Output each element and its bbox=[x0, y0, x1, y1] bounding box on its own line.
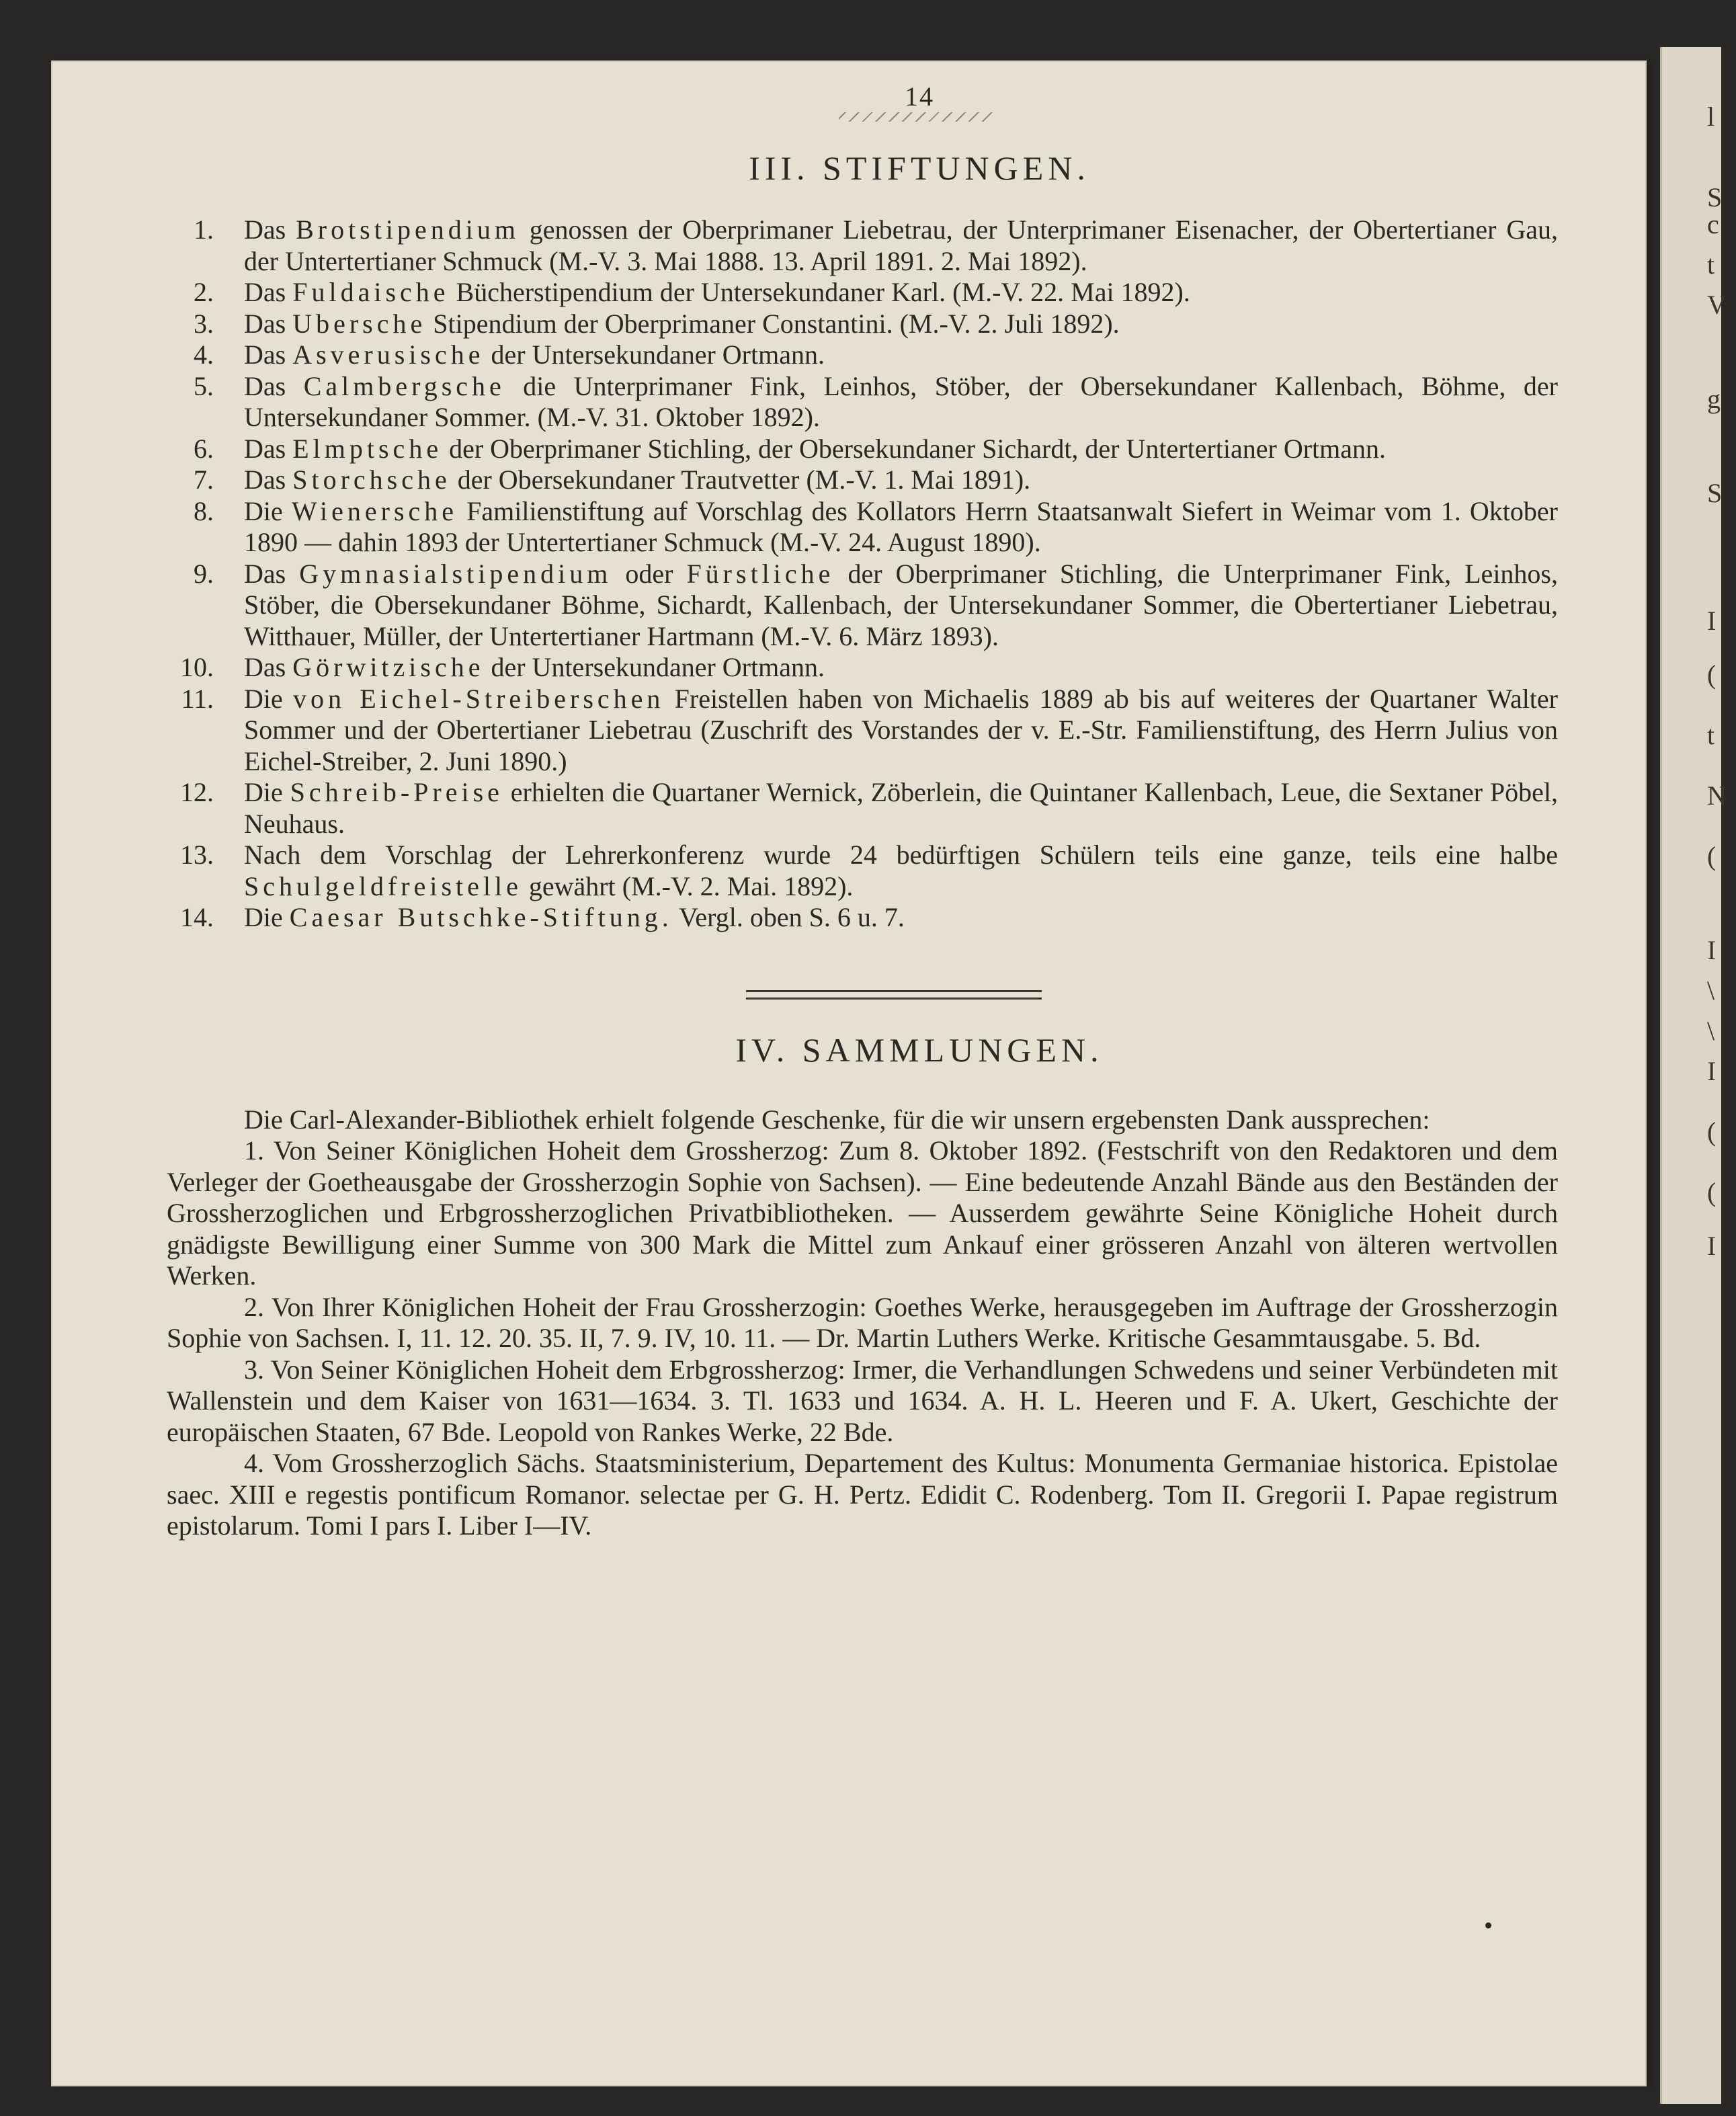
item-number: 8. bbox=[194, 495, 214, 526]
stiftungen-list bbox=[167, 214, 1558, 934]
item-text: der Untersekundaner Ortmann. bbox=[484, 339, 825, 370]
item-text: Das bbox=[244, 558, 300, 589]
item-spaced-name: Görwitzische bbox=[292, 652, 485, 682]
item-text: genossen der Oberprimaner Liebetrau, der Unterprimaner Eisenacher, der Obertertianer Gau, der Untertertianer Schmuck (M.-V. 3. Mai 1888. 13. April 1891. 2. Mai 1892). bbox=[244, 214, 1558, 276]
item-text: Das bbox=[244, 652, 293, 682]
edge-glyph: g bbox=[1707, 384, 1721, 414]
edge-glyph: I bbox=[1707, 935, 1717, 965]
donation-entry: 1. Von Seiner Königlichen Hoheit dem Grossherzog: Zum 8. Oktober 1892. (Festschrift von den Redaktoren und dem Verleger der Goetheausgabe der Grossherzogin Sophie von Sachsen). — Eine bedeutende Anzahl Bände aus den Beständen der Grossherzoglichen und Erbgrossherzoglichen Privatbibliotheken. — Ausserdem gewährte Seine Königliche Hoheit durch gnädigste Bewilligung einer Summe von 300 Mark die Mittel zum Ankauf einer grösseren Anzahl von älteren wertvollen Werken. bbox=[167, 1135, 1558, 1291]
donation-entry: 2. Von Ihrer Königlichen Hoheit der Frau Grossherzogin: Goethes Werke, herausgegeben im Auftrage der Grossherzogin Sophie von Sachsen. I, 11. 12. 20. 35. II, 7. 9. IV, 10. 11. — Dr. Martin Luthers Werke. Kritische Gesammtausgabe. 5. Bd. bbox=[167, 1291, 1558, 1353]
edge-glyph: I bbox=[1707, 1056, 1717, 1086]
item-spaced-name: Fürstliche bbox=[686, 558, 835, 589]
item-text: gewährt (M.-V. 2. Mai. 1892). bbox=[522, 870, 854, 901]
edge-glyph: ( bbox=[1707, 659, 1717, 690]
list-item bbox=[167, 840, 1558, 902]
edge-glyph: t bbox=[1707, 720, 1715, 750]
item-text: Bücherstipendium der Untersekundaner Karl. (M.-V. 22. Mai 1892). bbox=[449, 277, 1190, 307]
sammlungen-entries bbox=[167, 1135, 1558, 1542]
edge-glyph: I bbox=[1707, 1231, 1717, 1261]
list-item bbox=[167, 277, 1558, 309]
section-divider bbox=[746, 990, 1042, 1000]
list-item bbox=[167, 496, 1558, 559]
edge-glyph: N bbox=[1707, 780, 1727, 811]
edge-glyph: ( bbox=[1707, 1177, 1717, 1207]
page-number: 14 bbox=[905, 81, 934, 112]
list-item bbox=[167, 214, 1558, 277]
item-text: Das bbox=[244, 308, 293, 339]
page-content bbox=[167, 81, 1558, 1542]
item-number: 3. bbox=[194, 308, 214, 339]
item-text: erhielten die Quartaner Wernick, Zöberlein, die Quintaner Kallenbach, Leue, die Sextaner Pöbel, Neuhaus. bbox=[244, 777, 1558, 839]
item-number: 12. bbox=[180, 777, 214, 807]
edge-glyph: t bbox=[1707, 249, 1715, 280]
item-text: Die bbox=[244, 777, 290, 807]
section-title-sammlungen: IV. SAMMLUNGEN. bbox=[735, 1030, 1104, 1069]
item-text: die Unterprimaner Fink, Leinhos, Stöber, der Obersekundaner Kallenbach, Böhme, der Untersekundaner Sommer. (M.-V. 31. Oktober 1892). bbox=[244, 370, 1558, 432]
edge-glyph: \ bbox=[1707, 1016, 1715, 1046]
item-number: 5. bbox=[194, 370, 214, 401]
item-text: Das bbox=[244, 339, 293, 370]
item-text: Die bbox=[244, 495, 292, 526]
edge-glyph: \ bbox=[1707, 975, 1715, 1006]
item-text: der Oberprimaner Stichling, die Unterprimaner Fink, Leinhos, Stöber, die Obersekundaner Böhme, Sichardt, Kallenbach, der Untersekundaner Sommer, die Obertertianer Liebetrau, Witthauer, Müller, der Untertertianer Hartmann (M.-V. 6. März 1893). bbox=[244, 558, 1558, 651]
item-text: Vergl. oben S. 6 u. 7. bbox=[672, 902, 905, 932]
list-item bbox=[167, 339, 1558, 371]
edge-glyph: c bbox=[1707, 209, 1719, 239]
item-text: Nach dem Vorschlag der Lehrerkonferenz wurde 24 bedürftigen Schülern teils eine ganze, teils eine halbe bbox=[244, 840, 1558, 870]
item-text: Das bbox=[244, 214, 296, 245]
list-item bbox=[167, 464, 1558, 496]
edge-glyph: ( bbox=[1707, 841, 1717, 871]
item-text: Das bbox=[244, 433, 293, 464]
item-number: 11. bbox=[181, 683, 214, 714]
item-text: Familienstiftung auf Vorschlag des Kollators Herrn Staatsanwalt Siefert in Weimar vom 1. Oktober 1890 — dahin 1893 der Untertertianer Schmuck (M.-V. 24. August 1890). bbox=[244, 495, 1558, 557]
item-spaced-name: Asverusische bbox=[292, 339, 485, 370]
edge-glyph: l bbox=[1707, 101, 1715, 132]
item-number: 13. bbox=[180, 840, 214, 870]
edge-glyph: ( bbox=[1707, 1116, 1717, 1147]
item-text: der Untersekundaner Ortmann. bbox=[484, 652, 825, 682]
edge-glyph: S bbox=[1707, 478, 1723, 508]
item-text: Die bbox=[244, 902, 290, 932]
donation-entry: 4. Vom Grossherzoglich Sächs. Staatsministerium, Departement des Kultus: Monumenta Germaniae historica. Epistolae saec. XIII e regestis pontificum Romanor. selectae per G. H. Pertz. Edidit C. Rodenberg. Tom II. Gregorii I. Papae registrum epistolarum. Tomi I pars I. Liber I—IV. bbox=[167, 1448, 1558, 1541]
item-number: 2. bbox=[194, 277, 214, 307]
item-spaced-name: Gymnasialstipendium bbox=[299, 558, 612, 589]
list-item bbox=[167, 559, 1558, 653]
item-text: der Oberprimaner Stichling, der Obersekundaner Sichardt, der Untertertianer Ortmann. bbox=[442, 433, 1387, 464]
edge-glyph: V bbox=[1707, 290, 1727, 320]
item-text: Das bbox=[244, 464, 293, 495]
item-number: 10. bbox=[180, 652, 214, 682]
list-item bbox=[167, 434, 1558, 465]
item-number: 6. bbox=[194, 433, 214, 464]
list-item bbox=[167, 684, 1558, 778]
item-text: Das bbox=[244, 277, 293, 307]
item-spaced-name: Wienersche bbox=[291, 495, 458, 526]
item-text: der Obersekundaner Trautvetter (M.-V. 1. Mai 1891). bbox=[450, 464, 1031, 495]
donation-entry: 3. Von Seiner Königlichen Hoheit dem Erbgrossherzog: Irmer, die Verhandlungen Schwedens und seiner Verbündeten mit Wallenstein und dem Kaiser von 1631—1634. 3. Tl. 1633 und 1634. A. H. L. Heeren und F. A. Ukert, Geschichte der europäischen Staaten, 67 Bde. Leopold von Rankes Werke, 22 Bde. bbox=[167, 1354, 1558, 1447]
item-text: Die bbox=[244, 683, 293, 714]
list-item bbox=[167, 309, 1558, 340]
edge-glyph: I bbox=[1707, 606, 1717, 636]
item-spaced-name: von Eichel-Streiberschen bbox=[293, 683, 665, 714]
item-number: 9. bbox=[194, 558, 214, 589]
item-text: oder bbox=[612, 558, 687, 589]
item-spaced-name: Schulgeldfreistelle bbox=[244, 870, 522, 901]
item-spaced-name: Schreib-Preise bbox=[290, 777, 503, 807]
stray-dot bbox=[1485, 1922, 1491, 1928]
item-spaced-name: Elmptsche bbox=[292, 433, 443, 464]
item-number: 4. bbox=[194, 339, 214, 370]
sammlungen-intro: Die Carl-Alexander-Bibliothek erhielt folgende Geschenke, für die wir unsern ergebensten Dank aussprechen: bbox=[244, 1104, 1430, 1135]
item-spaced-name: Caesar Butschke-Stiftung. bbox=[289, 902, 673, 932]
edge-glyph: S bbox=[1707, 182, 1723, 212]
list-item bbox=[167, 902, 1558, 934]
item-number: 14. bbox=[180, 902, 214, 932]
list-item bbox=[167, 371, 1558, 434]
item-spaced-name: Storchsche bbox=[292, 464, 451, 495]
item-number: 1. bbox=[194, 214, 214, 245]
section-title-stiftungen: III. STIFTUNGEN. bbox=[749, 149, 1090, 187]
page-number-ornament bbox=[839, 112, 993, 122]
list-item bbox=[167, 777, 1558, 840]
item-spaced-name: Brotstipendium bbox=[296, 214, 520, 245]
facing-page-text-fragments bbox=[1707, 60, 1734, 2077]
item-number: 7. bbox=[194, 464, 214, 495]
item-spaced-name: Ubersche bbox=[292, 308, 427, 339]
item-text: Freistellen haben von Michaelis 1889 ab bis auf weiteres der Quartaner Walter Sommer und der Obertertianer Liebetrau (Zuschrift des Vorstandes der v. E.-Str. Familienstiftung, des Herrn Julius von Eichel-Streiber, 2. Juni 1890.) bbox=[244, 683, 1558, 776]
list-item bbox=[167, 652, 1558, 684]
item-text: Stipendium der Oberprimaner Constantini. (M.-V. 2. Juli 1892). bbox=[426, 308, 1120, 339]
item-spaced-name: Calmbergsche bbox=[303, 370, 505, 401]
item-text: Das bbox=[244, 370, 304, 401]
item-spaced-name: Fuldaische bbox=[292, 277, 450, 307]
